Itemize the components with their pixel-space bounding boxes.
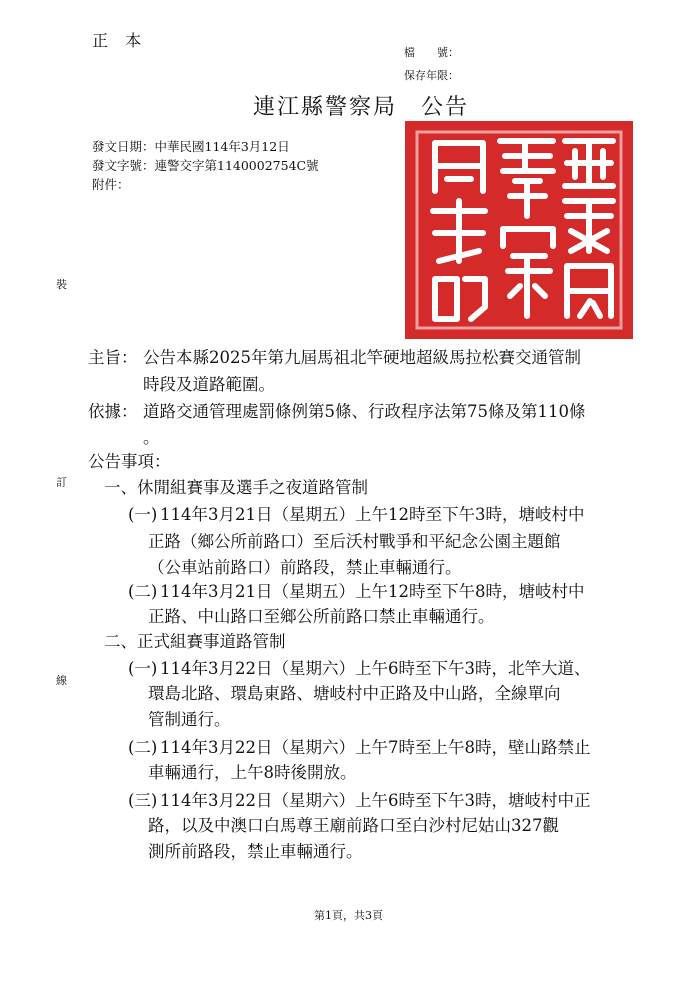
page-number: 第1頁，共3頁	[314, 909, 383, 922]
item-line: 正路（鄉公所前路口）至后沃村戰爭和平紀念公園主題館	[148, 532, 561, 551]
item-line: （公車站前路口）前路段，禁止車輛通行。	[148, 558, 462, 577]
basis-line: 道路交通管理處罰條例第5條、行政程序法第75條及第110條	[143, 402, 586, 421]
item-line: 環島北路、環島東路、塘岐村中正路及中山路，全線單向	[148, 684, 561, 703]
item-line: 114年3月22日（星期六）上午6時至下午3時，北竿大道、	[160, 659, 591, 678]
subject-line: 公告本縣2025年第九屆馬祖北竿硬地超級馬拉松賽交通管制	[143, 348, 581, 367]
attachment-label: 附件：	[92, 177, 130, 192]
subject-label: 主旨：	[88, 348, 138, 367]
item-line: 正路、中山路口至鄉公所前路口禁止車輛通行。	[148, 607, 495, 626]
item-line: 114年3月21日（星期五）上午12時至下午8時，塘岐村中	[160, 582, 585, 601]
document-title: 連江縣警察局 公告	[253, 95, 470, 120]
item-number: (二)	[128, 738, 158, 757]
binding-mark-3: 線	[56, 674, 67, 687]
item-line: 路，以及中澳口白馬尊王廟前路口至白沙村尼姑山327觀	[148, 816, 559, 835]
item-line: 測所前路段，禁止車輛通行。	[148, 842, 363, 861]
item-line: 管制通行。	[148, 710, 231, 729]
basis-label: 依據：	[88, 402, 138, 421]
item-line: 114年3月21日（星期五）上午12時至下午3時，塘岐村中	[160, 505, 585, 524]
official-seal	[405, 121, 633, 339]
item-line: 114年3月22日（星期六）上午6時至下午3時，塘岐村中正	[160, 791, 591, 810]
document-number: 發文字號：連警交字第1140002754C號	[92, 158, 319, 173]
item-number: (二)	[128, 582, 158, 601]
item-line: 車輛通行，上午8時後開放。	[148, 763, 357, 782]
item-number: (一)	[128, 505, 158, 524]
binding-mark-1: 裝	[56, 278, 67, 291]
file-number-label: 檔 號：	[404, 46, 459, 59]
retention-period-label: 保存年限：	[404, 69, 459, 82]
issue-date: 發文日期：中華民國114年3月12日	[92, 139, 290, 154]
notice-label: 公告事項：	[88, 452, 171, 471]
subject-line: 時段及道路範圍。	[143, 375, 275, 394]
basis-line: 。	[143, 428, 160, 447]
item-number: (三)	[128, 791, 158, 810]
section-heading: 二、正式組賽事道路管制	[104, 632, 286, 651]
section-heading: 一、休閒組賽事及選手之夜道路管制	[104, 478, 368, 497]
copy-label: 正 本	[92, 31, 148, 50]
item-line: 114年3月22日（星期六）上午7時至上午8時，壁山路禁止	[160, 738, 591, 757]
binding-mark-2: 訂	[56, 476, 67, 489]
item-number: (一)	[128, 659, 158, 678]
